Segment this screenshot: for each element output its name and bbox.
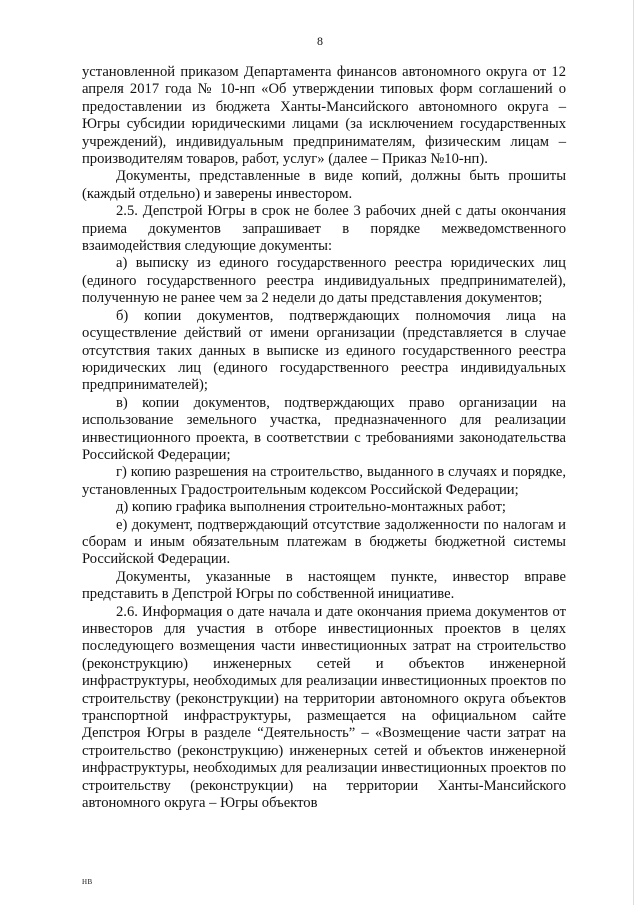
list-item-a: а) выписку из единого государственного реестра юридических лиц (единого государственного реестра индивидуальных предпринимателей), полученную не ранее чем за 2 недели до даты представления документов; <box>82 255 566 307</box>
paragraph-2-5: 2.5. Депстрой Югры в срок не более 3 рабочих дней с даты окончания приема документов запрашивает в порядке межведомственного взаимодействия следующие документы: <box>82 203 566 255</box>
paragraph-own-initiative: Документы, указанные в настоящем пункте, инвестор вправе представить в Депстрой Югры по собственной инициативе. <box>82 568 566 603</box>
list-item-e: е) документ, подтверждающий отсутствие задолженности по налогам и сборам и иным обязательным платежам в бюджеты бюджетной системы Российской Федерации. <box>82 516 566 568</box>
list-item-b: б) копии документов, подтверждающих полномочия лица на осуществление действий от имени организации (представляется в случае отсутствия таких данных в выписке из единого государственного реестра юридических лиц (единого государственного реестра индивидуальных предпринимателей); <box>82 307 566 394</box>
paragraph-copies-note: Документы, представленные в виде копий, должны быть прошиты (каждый отдельно) и заверены инвестором. <box>82 168 566 202</box>
scan-edge-line <box>633 0 634 905</box>
footer-initials: НВ <box>82 878 93 886</box>
page-number: 8 <box>317 34 323 48</box>
list-item-g: г) копию разрешения на строительство, выданного в случаях и порядке, установленных Градостроительным кодексом Российской Федерации; <box>82 464 566 498</box>
list-item-d: д) копию графика выполнения строительно-монтажных работ; <box>116 499 506 516</box>
paragraph-2-6: 2.6. Информация о дате начала и дате окончания приема документов от инвесторов для участия в отборе инвестиционных проектов в целях последующего возмещения части инвестиционных затрат на строительство (реконструкцию) инженерных сетей и объектов инженерной инфраструктуры, необходимых для реализации инвестиционных проектов по строительству (реконструкции) на территории автономного округа объектов транспортной инфраструктуры, размещается на официальном сайте Депстроя Югры в разделе “Деятельность” – «Возмещение части затрат на строительство (реконструкцию) инженерных сетей и объектов инженерной инфраструктуры, необходимых для реализации инвестиционных проектов по строительству (реконструкции) на территории Ханты-Мансийского автономного округа – Югры объектов <box>82 603 566 812</box>
list-item-v: в) копии документов, подтверждающих право организации на использование земельного участка, предназначенного для реализации инвестиционного проекта, в соответствии с требованиями законодательства Российской Федерации; <box>82 394 566 463</box>
document-body <box>82 64 566 812</box>
paragraph-continuation: установленной приказом Департамента финансов автономного округа от 12 апреля 2017 года № 10-нп «Об утверждении типовых форм соглашений о предоставлении из бюджета Ханты-Мансийского автономного округа – Югры субсидии юридическими лицами (за исключением государственных учреждений), индивидуальным предпринимателям, физическим лицам – производителям товаров, работ, услуг» (далее – Приказ №10-нп). <box>82 64 566 168</box>
